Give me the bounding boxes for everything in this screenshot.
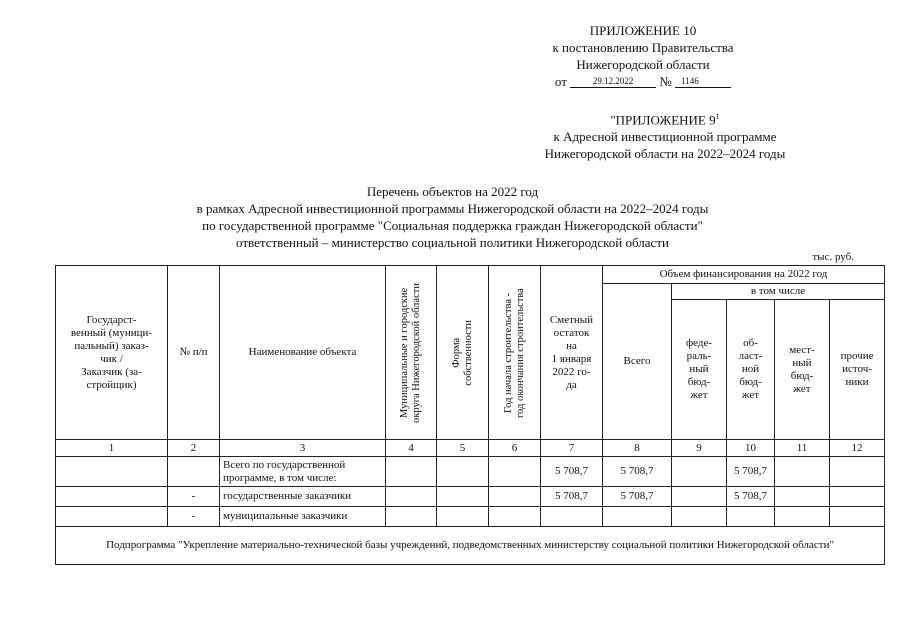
- units-label: тыс. руб.: [812, 251, 854, 263]
- title-line2: в рамках Адресной инвестиционной программы Нижегородской области на 2022–2024 годы: [196, 201, 709, 216]
- col-number: 8: [603, 440, 672, 457]
- header-regional: об- ласт- ной бюд- жет: [727, 300, 775, 440]
- col-number: 4: [386, 440, 437, 457]
- header-years-cell: [489, 266, 541, 440]
- header-municipal: Муниципальные и городские округа Нижегородской области: [399, 282, 422, 423]
- row-name: муниципальные заказчики: [220, 507, 386, 527]
- header-local: мест- ный бюд- жет: [775, 300, 830, 440]
- table-row: [56, 457, 885, 487]
- header-ownership-cell: [437, 266, 489, 440]
- header-other: прочие источ- ники: [830, 300, 885, 440]
- header-including: в том числе: [672, 284, 885, 300]
- header-customer: Государст- венный (муници- пальный) заказ- чик / Заказчик (за- стройщик): [56, 266, 168, 440]
- date-value: 29.12.2022: [570, 76, 656, 88]
- appendix-title: ПРИЛОЖЕНИЕ 10: [589, 23, 697, 38]
- row-total: [603, 507, 672, 527]
- appendix-line2: к постановлению Правительства: [552, 40, 734, 55]
- table-row: [56, 507, 885, 527]
- appendix9-line2: к Адресной инвестиционной программе: [553, 129, 777, 145]
- col-number: 6: [489, 440, 541, 457]
- row-regional: [727, 507, 775, 527]
- col-number: 10: [727, 440, 775, 457]
- column-numbers-row: [56, 440, 885, 457]
- number-label: №: [659, 74, 672, 89]
- title-line4: ответственный – министерство социальной политики Нижегородской области: [236, 235, 669, 250]
- row-num: -: [168, 507, 220, 527]
- appendix-header: [478, 22, 808, 90]
- document-title: [100, 183, 805, 251]
- header-total: Всего: [603, 284, 672, 440]
- row-regional: 5 708,7: [727, 457, 775, 487]
- header-financing: Объем финансирования на 2022 год: [603, 266, 885, 284]
- subprogram-title: Подпрограмма "Укрепление материально-технической базы учреждений, подведомственных министерству социальной политики Нижегородской области": [56, 527, 885, 565]
- appendix9-header: [520, 108, 810, 162]
- row-total: 5 708,7: [603, 457, 672, 487]
- table-row: [56, 487, 885, 507]
- col-number: 7: [541, 440, 603, 457]
- title-line3: по государственной программе "Социальная поддержка граждан Нижегородской области": [202, 218, 703, 233]
- title-line1: Перечень объектов на 2022 год: [366, 184, 539, 199]
- col-number: 1: [56, 440, 168, 457]
- row-num: -: [168, 487, 220, 507]
- header-federal: феде- раль- ный бюд- жет: [672, 300, 727, 440]
- row-name: государственные заказчики: [220, 487, 386, 507]
- header-estimate: Сметный остаток на 1 января 2022 го- да: [541, 266, 603, 440]
- number-value: 1146: [675, 76, 731, 88]
- col-number: 2: [168, 440, 220, 457]
- header-ownership: Форма собственности: [450, 319, 474, 386]
- appendix9-superscript: 1: [715, 112, 720, 121]
- row-num: [168, 457, 220, 487]
- row-estimate: [541, 507, 603, 527]
- row-name: Всего по государственной программе, в том числе:: [220, 457, 386, 487]
- col-number: 3: [220, 440, 386, 457]
- row-regional: 5 708,7: [727, 487, 775, 507]
- header-row-1: [56, 266, 885, 284]
- from-label: от: [554, 74, 567, 89]
- appendix9-line3: Нижегородской области на 2022–2024 годы: [544, 146, 786, 162]
- col-number: 12: [830, 440, 885, 457]
- subprogram-row: [56, 527, 885, 565]
- header-years: Год начала строительства - год окончания строительства: [502, 287, 526, 418]
- col-number: 9: [672, 440, 727, 457]
- header-municipal-cell: [386, 266, 437, 440]
- date-number-line: [478, 73, 808, 90]
- row-estimate: 5 708,7: [541, 487, 603, 507]
- appendix9-title: "ПРИЛОЖЕНИЕ $9^1$: [610, 112, 720, 128]
- header-num: № п/п: [168, 266, 220, 440]
- header-object-name: Наименование объекта: [220, 266, 386, 440]
- objects-table: [55, 265, 885, 565]
- col-number: 5: [437, 440, 489, 457]
- appendix-line3: Нижегородской области: [576, 57, 710, 72]
- row-estimate: 5 708,7: [541, 457, 603, 487]
- col-number: 11: [775, 440, 830, 457]
- row-total: 5 708,7: [603, 487, 672, 507]
